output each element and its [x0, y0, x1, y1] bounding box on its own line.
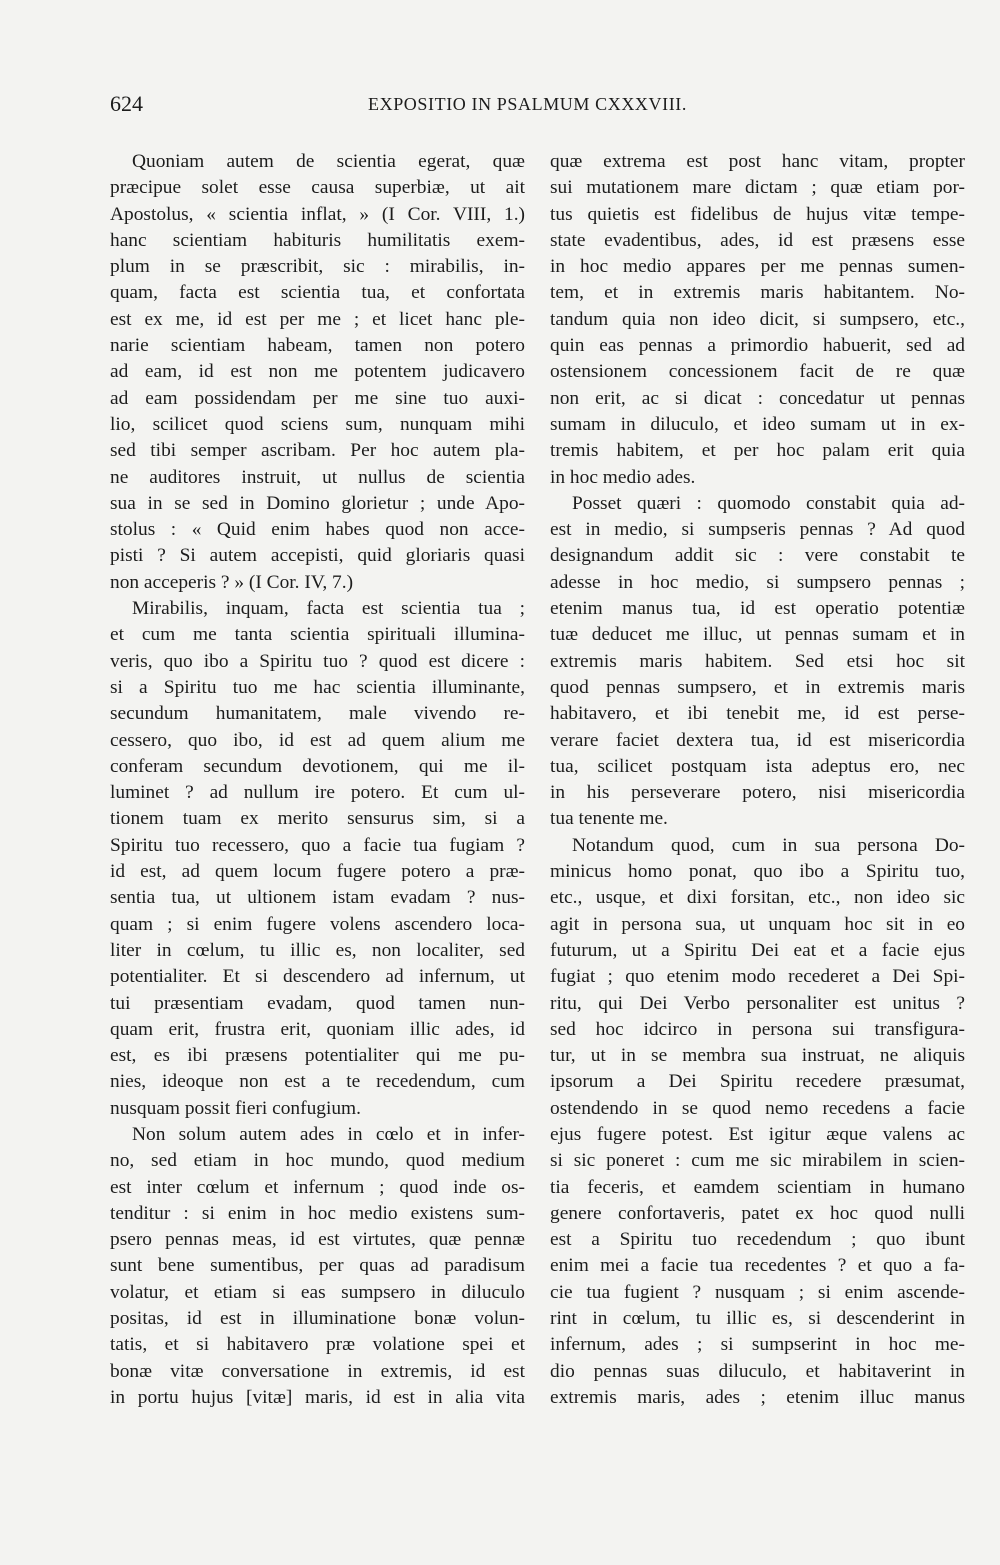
text-line: est, es ibi præsens potentialiter qui me pu-	[110, 1045, 525, 1067]
text-line: hanc scientiam habituris humilitatis exem-	[110, 229, 525, 251]
text-line: tia feceris, et eamdem scientiam in humano	[550, 1176, 965, 1198]
text-line: non acceperis ? » (I Cor. IV, 7.)	[110, 571, 354, 593]
text-line: dio pennas suas diluculo, et habitaverint in	[550, 1360, 965, 1382]
text-line: tem, et in extremis maris habitantem. No-	[550, 282, 965, 304]
text-line: nies, ideoque non est a te recedendum, cum	[110, 1071, 525, 1093]
text-line: tua tenente me.	[550, 808, 668, 830]
running-head	[110, 86, 965, 122]
text-line: in his perseverare potero, nisi misericordia	[550, 782, 965, 804]
text-line: enim mei a facie tua recedentes ? et quo a fa-	[550, 1255, 965, 1277]
text-line: narie scientiam habeam, tamen non potero	[110, 335, 525, 357]
text-line: extremis maris habitem. Sed etsi hoc sit	[550, 650, 965, 672]
text-line: tenditur : si enim in hoc medio existens sum-	[110, 1202, 525, 1224]
right-text-column	[550, 149, 965, 1411]
text-line: tandum quia non ideo dicit, si sumpsero, etc.,	[550, 308, 965, 330]
text-line: ad eam possidendam per me sine tuo auxi-	[110, 387, 525, 409]
text-line: est inter cœlum et infernum ; quod inde os-	[110, 1176, 525, 1198]
text-line: ne auditores instruit, ut nullus de scientia	[110, 466, 525, 488]
text-line: luminet ? ad nullum ire potero. Et cum ul-	[110, 782, 525, 804]
page-number: 624	[110, 91, 143, 116]
text-line: est a Spiritu tuo recedendum ; quo ibunt	[550, 1229, 965, 1251]
text-line: cie tua fugient ? nusquam ; si enim ascende-	[550, 1281, 965, 1303]
text-line: in portu hujus [vitæ] maris, id est in alia vita	[110, 1386, 525, 1408]
text-line: liter in cœlum, tu illic es, non localiter, sed	[110, 939, 525, 961]
text-line: quæ extrema est post hanc vitam, propter	[550, 151, 965, 172]
text-line: positas, id est in illuminatione bonæ volun-	[110, 1308, 525, 1330]
text-line: secundum humanitatem, male vivendo re-	[110, 703, 525, 725]
text-line: quin eas pennas a primordio habuerit, sed ad	[550, 335, 965, 357]
text-line: Posset quæri : quomodo constabit quia ad-	[572, 492, 965, 514]
left-text-column	[110, 149, 525, 1411]
text-line: no, sed etiam in hoc mundo, quod medium	[110, 1150, 525, 1172]
text-line: futurum, ut a Spiritu Dei eat et a facie ejus	[550, 939, 965, 961]
text-line: sed hoc idcirco in persona sui transfigura-	[550, 1018, 965, 1040]
text-line: ostendendo in se quod nemo recedens a facie	[550, 1097, 965, 1119]
text-line: sumam in diluculo, et ideo sumam ut in ex-	[550, 413, 965, 435]
text-line: et cum me tanta scientia spirituali illumina-	[110, 624, 525, 646]
text-line: tur, ut in se membra sua instruat, ne aliquis	[550, 1045, 965, 1067]
text-line: tuæ deducet me illuc, ut pennas sumam et in	[550, 624, 965, 646]
text-line: non erit, ac si dicat : concedatur ut pennas	[550, 387, 965, 409]
text-line: genere confortaveris, patet ex hoc quod nulli	[550, 1202, 965, 1224]
text-line: psero pennas meas, id est virtutes, quæ pennæ	[110, 1229, 525, 1251]
text-line: verare faciet dextera tua, id est misericordia	[550, 729, 965, 751]
text-line: pisti ? Si autem accepisti, quid gloriaris quasi	[110, 545, 525, 567]
text-line: tionem tuam ex merito sensurus sim, si a	[110, 808, 525, 830]
text-line: infernum, ades ; si sumpserint in hoc me-	[550, 1334, 965, 1356]
text-line: Quoniam autem de scientia egerat, quæ	[132, 151, 525, 172]
text-line: in hoc medio appares per me pennas sumen-	[550, 256, 965, 278]
text-line: tremis habitem, et per hoc palam erit quia	[550, 440, 965, 462]
text-line: ad eam, id est non me potentem judicavero	[110, 361, 525, 383]
text-line: plum in se præscribit, sic : mirabilis, in-	[110, 256, 525, 278]
text-line: sui mutationem mare dictam ; quæ etiam por-	[550, 177, 965, 199]
text-line: volatur, et etiam si eas sumpsero in diluculo	[110, 1281, 525, 1303]
text-line: ipsorum a Dei Spiritu recedere præsumat,	[550, 1071, 965, 1093]
text-line: etc., usque, et dixi forsitan, etc., non ideo sic	[550, 887, 965, 909]
text-line: minicus homo ponat, quo ibo a Spiritu tuo,	[550, 861, 965, 883]
text-line: designandum addit sic : vere constabit te	[550, 545, 965, 567]
text-line: nusquam possit fieri confugium.	[110, 1097, 361, 1119]
text-line: tui præsentiam evadam, quod tamen nun-	[110, 992, 525, 1014]
text-line: potentialiter. Et si descendero ad infernum, ut	[110, 966, 525, 988]
text-line: Notandum quod, cum in sua persona Do-	[572, 834, 965, 856]
text-line: id est, ad quem locum fugere potero a præ-	[110, 861, 525, 883]
text-line: quam, facta est scientia tua, et confortata	[110, 282, 525, 304]
text-line: adesse in hoc medio, si sumpsero pennas ;	[550, 571, 965, 593]
text-line: habitavero, et ibi tenebit me, id est perse-	[550, 703, 965, 725]
text-line: sed tibi semper ascribam. Per hoc autem pla-	[110, 440, 525, 462]
text-line: est in medio, si sumpseris pennas ? Ad quod	[550, 519, 965, 541]
text-line: sunt bene sumentibus, per quas ad paradisum	[110, 1255, 525, 1277]
text-line: etenim manus tua, id est operatio potentiæ	[550, 598, 965, 620]
text-line: Mirabilis, inquam, facta est scientia tua ;	[132, 598, 525, 620]
text-line: ritu, qui Dei Verbo personaliter est unitus ?	[550, 992, 965, 1014]
text-line: lio, scilicet quod sciens sum, nunquam mihi	[110, 413, 525, 435]
text-line: rint in cœlum, tu illic es, si descenderint in	[550, 1308, 965, 1330]
text-line: fugiat ; quo etenim modo recederet a Dei Spi-	[550, 966, 965, 988]
text-line: quam erit, frustra erit, quoniam illic ades, id	[110, 1018, 525, 1040]
text-line: agit in persona sua, ut unquam hoc sit in eo	[550, 913, 965, 935]
text-line: in hoc medio ades.	[550, 466, 696, 488]
text-line: ejus fugere potest. Est igitur æque valens ac	[550, 1123, 965, 1145]
text-line: tatis, et si habitavero præ volatione spei et	[110, 1334, 525, 1356]
text-line: cessero, quo ibo, id est ad quem alium me	[110, 729, 525, 751]
text-line: præcipue solet esse causa superbiæ, ut ait	[110, 177, 525, 199]
text-line: quam ; si enim fugere volens ascendero loca-	[110, 913, 525, 935]
text-line: est ex me, id est per me ; et licet hanc ple-	[110, 308, 525, 330]
text-line: Spiritu tuo recessero, quo a facie tua fugiam ?	[110, 834, 525, 856]
text-line: si a Spiritu tuo me hac scientia illuminante,	[110, 676, 525, 698]
text-line: quod pennas sumpsero, et in extremis maris	[550, 676, 965, 698]
text-line: sua in se sed in Domino glorietur ; unde Apo-	[110, 492, 525, 514]
text-line: veris, quo ibo a Spiritu tuo ? quod est dicere :	[110, 650, 525, 672]
text-line: extremis maris, ades ; etenim illuc manus	[550, 1386, 965, 1408]
text-line: sentia tua, ut ultionem istam evadam ? nus-	[110, 887, 525, 909]
text-line: tua, scilicet postquam ista adeptus ero, nec	[550, 755, 965, 777]
text-line: state evadentibus, ades, id est præsens esse	[550, 229, 965, 251]
text-line: Apostolus, « scientia inflat, » (I Cor. VIII, 1.)	[110, 203, 525, 225]
running-title: EXPOSITIO IN PSALMUM CXXXVIII.	[368, 94, 687, 114]
text-line: si sic poneret : cum me sic mirabilem in scien-	[550, 1150, 965, 1172]
text-line: Non solum autem ades in cœlo et in infer-	[132, 1123, 525, 1145]
text-line: tus quietis est fidelibus de hujus vitæ tempe-	[550, 203, 965, 225]
text-line: conferam secundum devotionem, qui me il-	[110, 755, 525, 777]
text-line: ostensionem concessionem facit de re quæ	[550, 361, 965, 383]
text-line: bonæ vitæ conversatione in extremis, id est	[110, 1360, 525, 1382]
text-line: stolus : « Quid enim habes quod non acce-	[110, 519, 525, 541]
